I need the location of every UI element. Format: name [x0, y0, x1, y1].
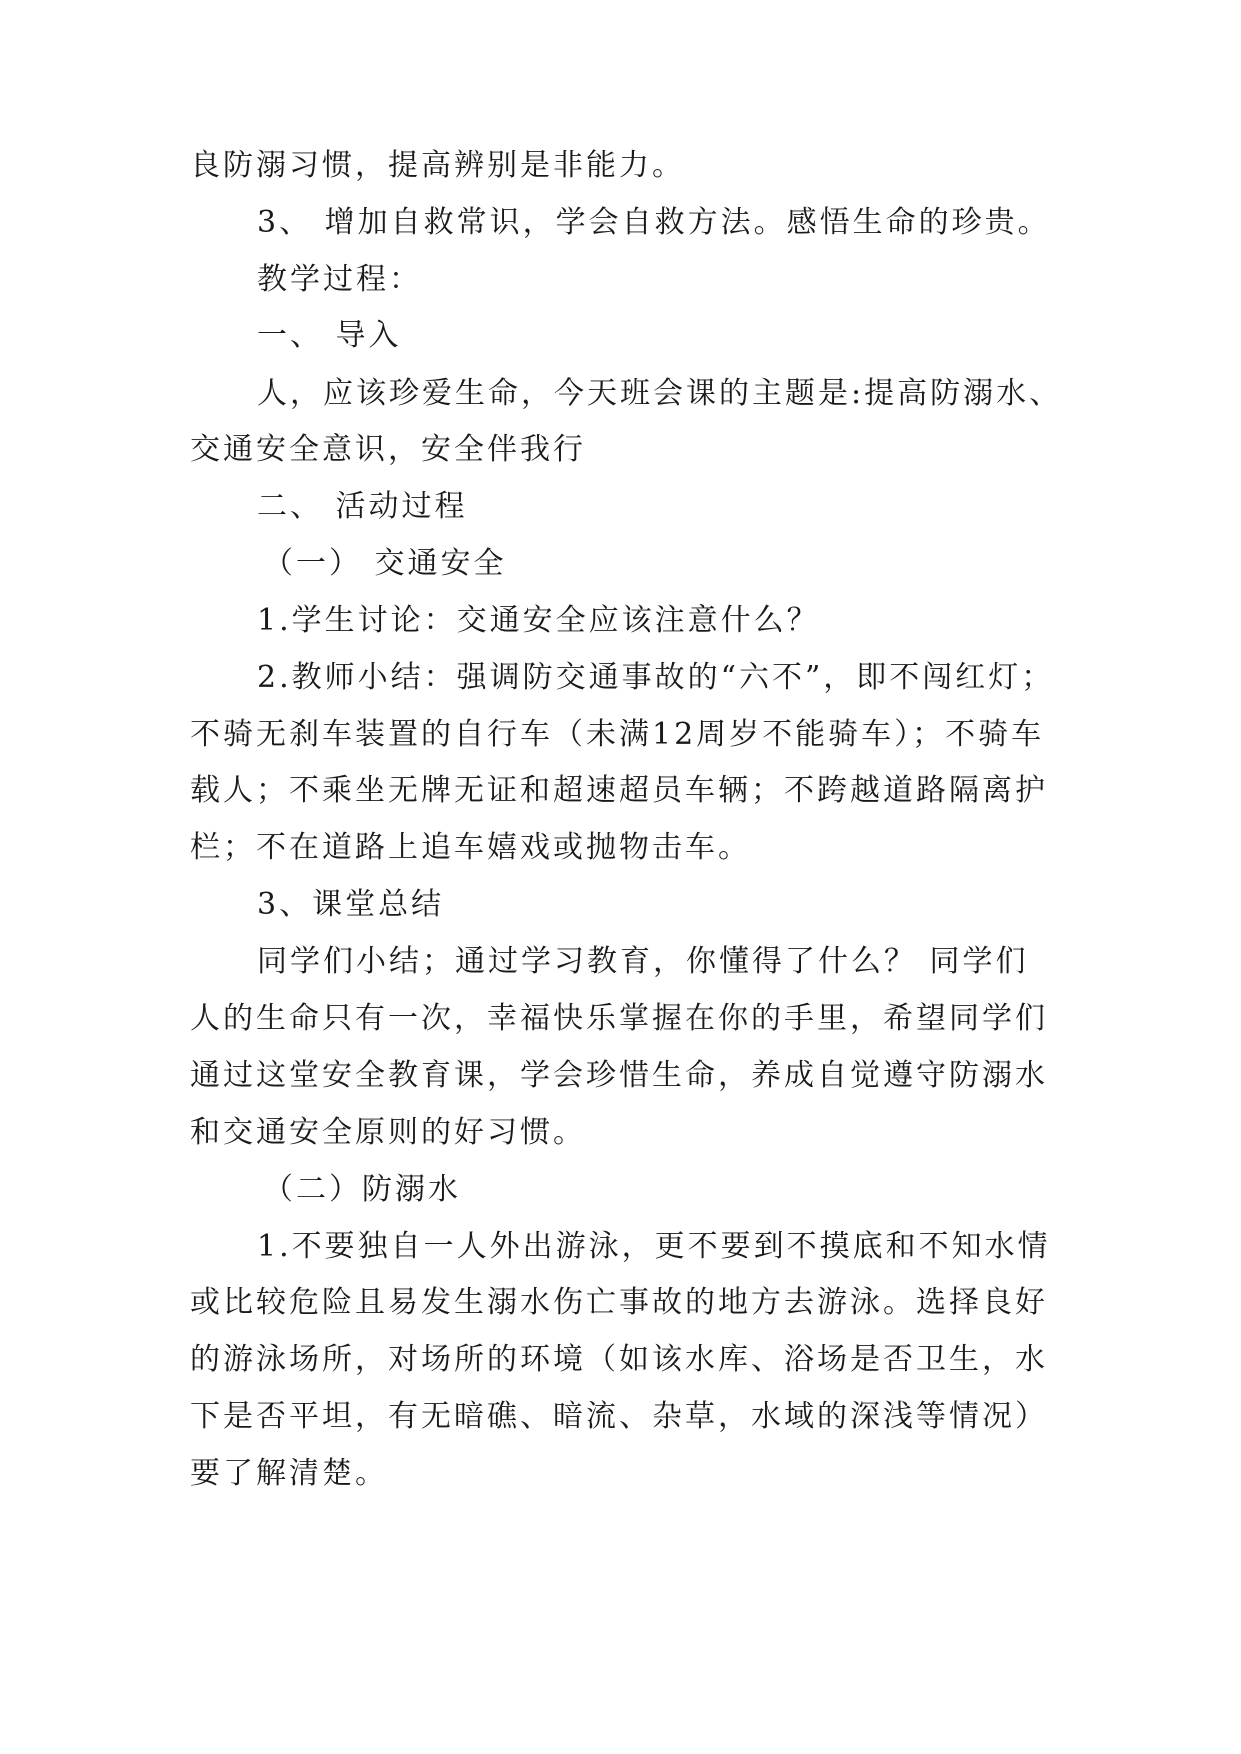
text-line: 载人；不乘坐无牌无证和超速超员车辆；不跨越道路隔离护: [190, 773, 1048, 808]
text-line: 1.学生讨论：交通安全应该注意什么？: [257, 603, 820, 638]
text-line: 交通安全意识，安全伴我行: [190, 432, 586, 467]
section-heading: 3、课堂总结: [257, 887, 445, 922]
text-line: 和交通安全原则的好习惯。: [190, 1115, 586, 1150]
text-line: 或比较危险且易发生溺水伤亡事故的地方去游泳。选择良好: [190, 1285, 1048, 1320]
section-heading: 一、 导入: [257, 318, 402, 353]
section-heading: 二、 活动过程: [257, 489, 468, 524]
subsection-heading: （一） 交通安全: [263, 546, 507, 581]
text-line: 下是否平坦，有无暗礁、暗流、杂草，水域的深浅等情况）: [190, 1399, 1048, 1434]
text-line: 人，应该珍爱生命，今天班会课的主题是:提高防溺水、: [257, 376, 1063, 411]
text-line: 良防溺习惯，提高辨别是非能力。: [190, 148, 685, 183]
text-line: 3、 增加自救常识，学会自救方法。感悟生命的珍贵。: [257, 205, 1051, 240]
subsection-heading: （二）防溺水: [263, 1172, 461, 1207]
text-line: 同学们小结；通过学习教育，你懂得了什么？ 同学们: [257, 944, 1029, 979]
text-line: 栏；不在道路上追车嬉戏或抛物击车。: [190, 830, 751, 865]
text-line: 要了解清楚。: [190, 1456, 388, 1491]
text-line: 2.教师小结：强调防交通事故的“六不”，即不闯红灯；: [257, 660, 1055, 695]
text-line: 人的生命只有一次，幸福快乐掌握在你的手里，希望同学们: [190, 1001, 1048, 1036]
section-heading: 教学过程：: [257, 262, 422, 297]
text-line: 不骑无刹车装置的自行车（未满12周岁不能骑车）；不骑车: [190, 717, 1045, 752]
text-line: 1.不要独自一人外出游泳，更不要到不摸底和不知水情: [257, 1229, 1051, 1264]
text-line: 的游泳场所，对场所的环境（如该水库、浴场是否卫生，水: [190, 1342, 1048, 1377]
text-line: 通过这堂安全教育课，学会珍惜生命，养成自觉遵守防溺水: [190, 1058, 1048, 1093]
